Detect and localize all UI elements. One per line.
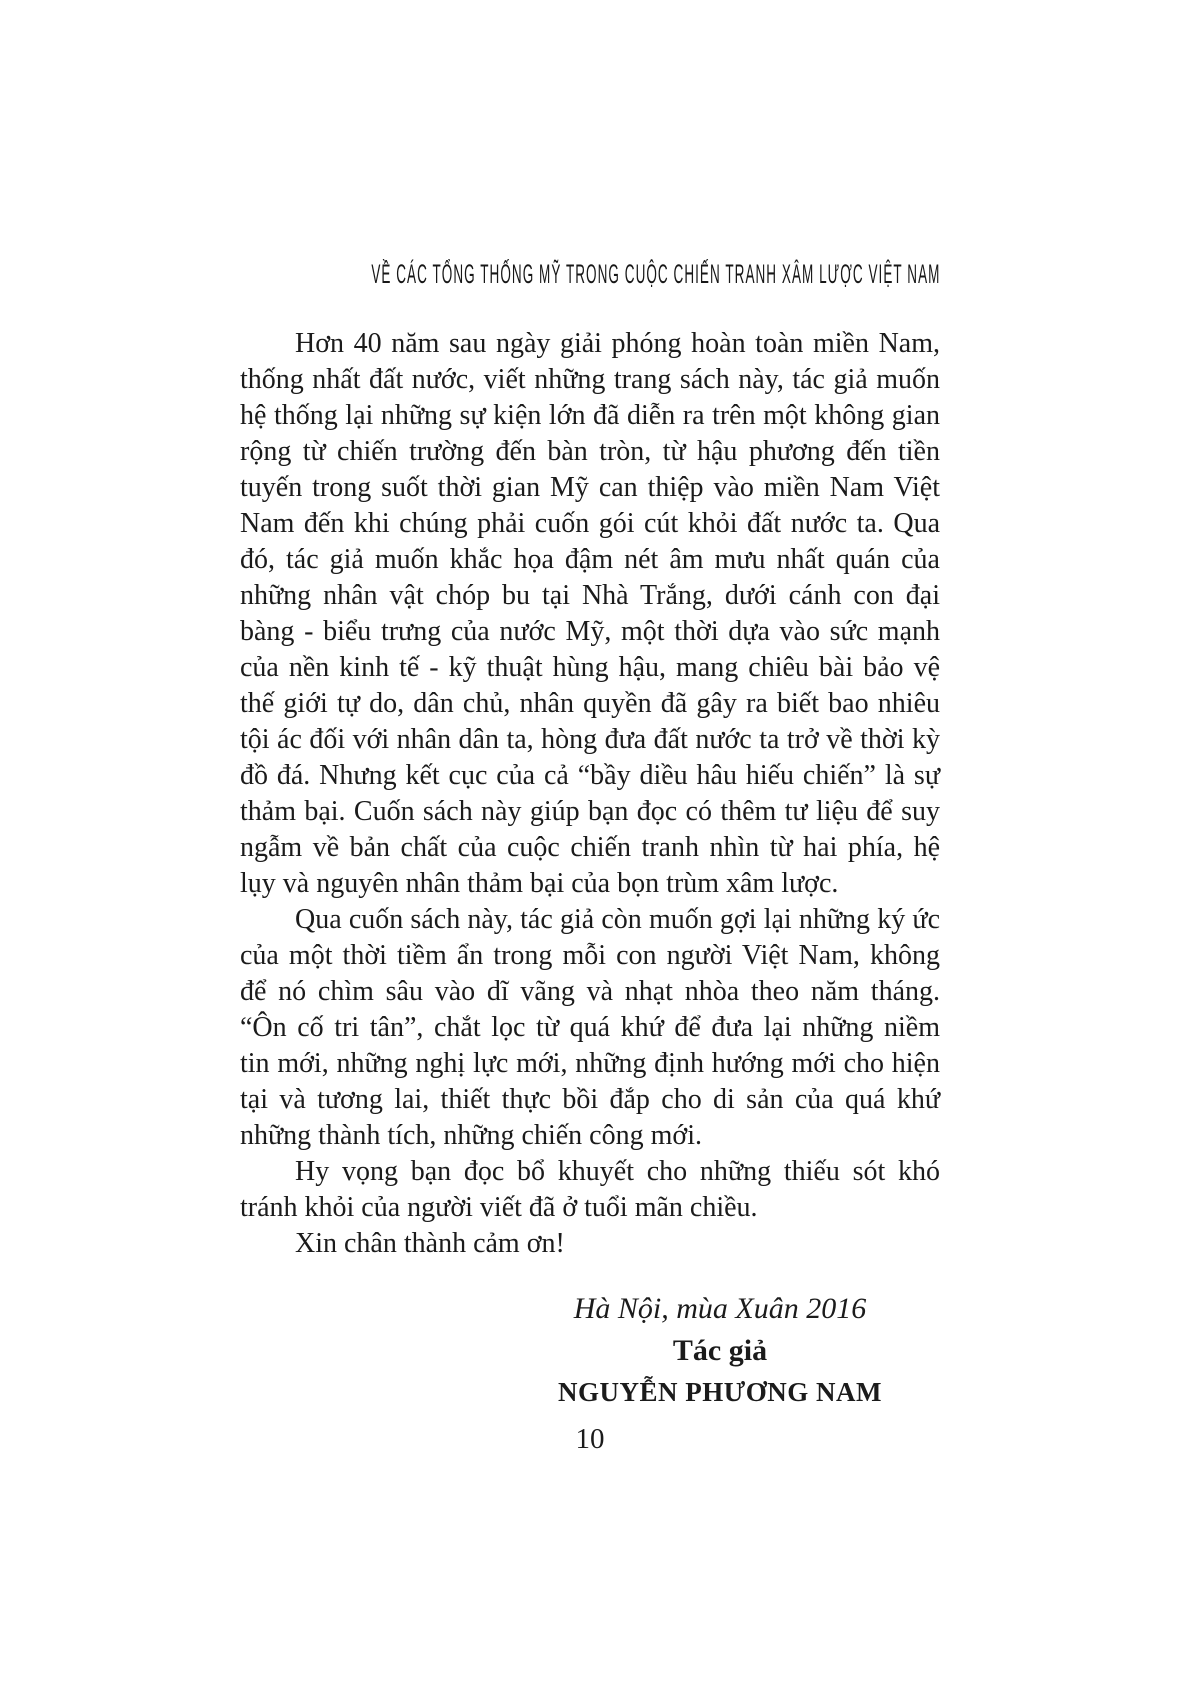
body-line: Hơn 40 năm sau ngày giải phóng hoàn toàn miền Nam, xyxy=(295,328,940,359)
body-line: để nó chìm sâu vào dĩ vãng và nhạt nhòa theo năm tháng. xyxy=(240,976,940,1007)
body-line: những nhân vật chóp bu tại Nhà Trắng, dưới cánh con đại xyxy=(240,580,940,611)
body-line: hệ thống lại những sự kiện lớn đã diễn ra trên một không gian xyxy=(240,400,940,431)
body-line: của nền kinh tế - kỹ thuật hùng hậu, mang chiêu bài bảo vệ xyxy=(240,652,940,683)
signature-block xyxy=(460,1288,980,1412)
body-line: ngẫm về bản chất của cuộc chiến tranh nhìn từ hai phía, hệ xyxy=(240,832,940,863)
body-line: rộng từ chiến trường đến bàn tròn, từ hậu phương đến tiền xyxy=(240,436,940,467)
body-line: tránh khỏi của người viết đã ở tuổi mãn chiều. xyxy=(240,1192,758,1223)
body-line: tin mới, những nghị lực mới, những định hướng mới cho hiện xyxy=(240,1048,940,1079)
running-header xyxy=(0,259,940,290)
body-line: Qua cuốn sách này, tác giả còn muốn gợi lại những ký ức xyxy=(295,904,940,935)
body-line: của một thời tiềm ẩn trong mỗi con người Việt Nam, không xyxy=(240,940,940,971)
body-line: đồ đá. Nhưng kết cục của cả “bầy diều hâu hiếu chiến” là sự xyxy=(240,760,940,791)
body-line: thảm bại. Cuốn sách này giúp bạn đọc có thêm tư liệu để suy xyxy=(240,796,940,827)
body-line: Nam đến khi chúng phải cuốn gói cút khỏi đất nước ta. Qua xyxy=(240,508,940,539)
body-line: lụy và nguyên nhân thảm bại của bọn trùm xâm lược. xyxy=(240,868,839,899)
body-line: thống nhất đất nước, viết những trang sách này, tác giả muốn xyxy=(240,364,940,395)
body-line: thế giới tự do, dân chủ, nhân quyền đã gây ra biết bao nhiêu xyxy=(240,688,940,719)
body-line: “Ôn cố tri tân”, chắt lọc từ quá khứ để đưa lại những niềm xyxy=(240,1012,940,1043)
body-text xyxy=(240,326,940,1262)
body-line: Hy vọng bạn đọc bổ khuyết cho những thiếu sót khó xyxy=(295,1156,940,1187)
page-number: 10 xyxy=(575,1423,605,1455)
running-header-text: VỀ CÁC TỔNG THỐNG MỸ TRONG CUỘC CHIẾN TRANH XÂM LƯỢC VIỆT NAM xyxy=(370,258,940,290)
body-line: tại và tương lai, thiết thực bồi đắp cho di sản của quá khứ xyxy=(240,1084,940,1115)
signature-dateline: Hà Nội, mùa Xuân 2016 xyxy=(573,1292,867,1325)
signature-author: NGUYỄN PHƯƠNG NAM xyxy=(558,1377,882,1407)
signature-role: Tác giả xyxy=(672,1334,768,1367)
body-line: tuyến trong suốt thời gian Mỹ can thiệp vào miền Nam Việt xyxy=(240,472,940,503)
body-line: bàng - biểu trưng của nước Mỹ, một thời dựa vào sức mạnh xyxy=(240,616,940,647)
body-line: đó, tác giả muốn khắc họa đậm nét âm mưu nhất quán của xyxy=(240,544,940,575)
body-line: Xin chân thành cảm ơn! xyxy=(295,1228,565,1259)
body-line: tội ác đối với nhân dân ta, hòng đưa đất nước ta trở về thời kỳ xyxy=(240,724,940,755)
body-line: những thành tích, những chiến công mới. xyxy=(240,1120,702,1151)
